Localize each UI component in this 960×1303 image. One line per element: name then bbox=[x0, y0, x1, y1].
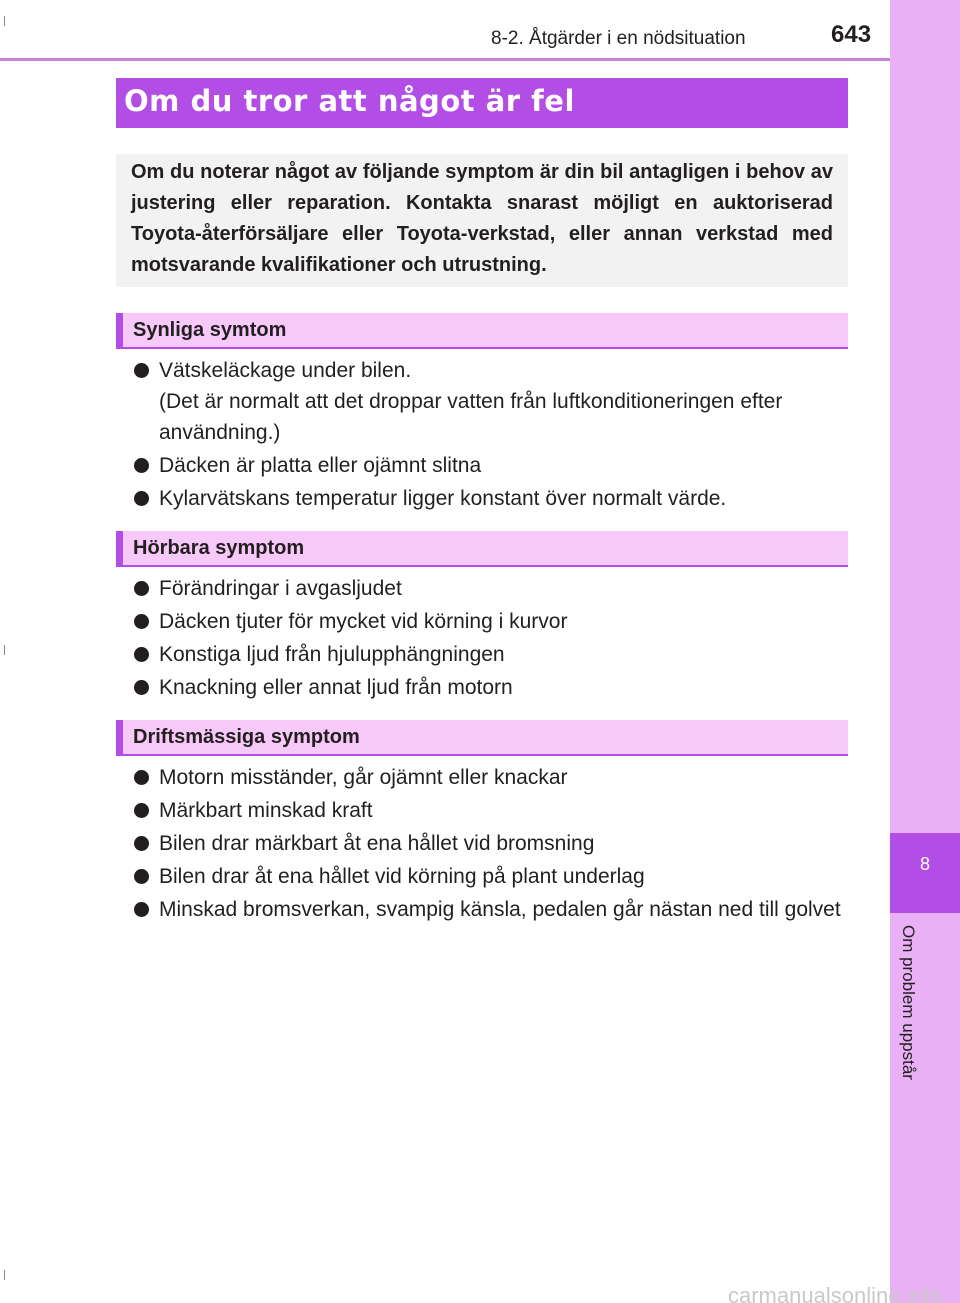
list-item-text: Vätskeläckage under bilen. bbox=[159, 359, 412, 382]
list-item bbox=[133, 639, 848, 670]
chapter-number: 8 bbox=[919, 854, 930, 874]
bullet-icon bbox=[134, 680, 149, 695]
audible-symptoms-list bbox=[133, 573, 848, 705]
list-item bbox=[133, 355, 848, 448]
list-item bbox=[133, 795, 848, 826]
header-rule bbox=[0, 58, 890, 61]
subheader-title: Driftsmässiga symptom bbox=[133, 726, 360, 748]
subheader-accent bbox=[116, 531, 123, 565]
bullet-icon bbox=[134, 458, 149, 473]
section-header: 8-2. Åtgärder i en nödsituation bbox=[491, 28, 746, 49]
subheader-title: Hörbara symptom bbox=[133, 537, 305, 559]
list-item bbox=[133, 573, 848, 604]
bullet-icon bbox=[134, 647, 149, 662]
subheader-accent bbox=[116, 720, 123, 754]
subheader-visible-symptoms bbox=[116, 313, 848, 349]
list-item-text: Minskad bromsverkan, svampig känsla, pedalen går nästan ned till golvet bbox=[159, 898, 841, 921]
subheader-operational-symptoms bbox=[116, 720, 848, 756]
crop-mark bbox=[4, 16, 5, 26]
crop-mark bbox=[4, 1270, 5, 1280]
chapter-title: Om problem uppstår bbox=[899, 925, 918, 1080]
list-item-text: Motorn misständer, går ojämnt eller knackar bbox=[159, 766, 568, 789]
bullet-icon bbox=[134, 869, 149, 884]
bullet-icon bbox=[134, 902, 149, 917]
list-item-text: Konstiga ljud från hjulupphängningen bbox=[159, 643, 505, 666]
crop-mark bbox=[4, 645, 5, 655]
list-item-text: Däcken är platta eller ojämnt slitna bbox=[159, 454, 482, 477]
list-item bbox=[133, 483, 848, 514]
bullet-icon bbox=[134, 491, 149, 506]
bullet-icon bbox=[134, 803, 149, 818]
list-item bbox=[133, 606, 848, 637]
list-item bbox=[133, 450, 848, 481]
list-item-text: Kylarvätskans temperatur ligger konstant över normalt värde. bbox=[159, 487, 727, 510]
list-item bbox=[133, 762, 848, 793]
bullet-icon bbox=[134, 614, 149, 629]
list-item-note: (Det är normalt att det droppar vatten från luftkonditioneringen efter användning.) bbox=[159, 390, 783, 444]
list-item bbox=[133, 672, 848, 703]
subheader-accent bbox=[116, 313, 123, 347]
bullet-icon bbox=[134, 836, 149, 851]
watermark: carmanualsonline.info bbox=[728, 1283, 943, 1303]
list-item bbox=[133, 828, 848, 859]
bullet-icon bbox=[134, 770, 149, 785]
bullet-icon bbox=[134, 363, 149, 378]
list-item bbox=[133, 861, 848, 892]
operational-symptoms-list bbox=[133, 762, 848, 927]
bullet-icon bbox=[134, 581, 149, 596]
subheader-audible-symptoms bbox=[116, 531, 848, 567]
list-item-text: Knackning eller annat ljud från motorn bbox=[159, 676, 513, 699]
intro-text: Om du noterar något av följande symptom är din bil antagligen i behov av justering eller reparation. Kontakta snarast möjligt en auktoriserad Toyota-återförsäljare eller Toyota-verkstad, eller annan verkstad med motsvarande kvalifikationer och utrustning. bbox=[131, 161, 833, 276]
list-item-text: Bilen drar märkbart åt ena hållet vid bromsning bbox=[159, 832, 595, 855]
list-item-text: Förändringar i avgasljudet bbox=[159, 577, 402, 600]
list-item-text: Märkbart minskad kraft bbox=[159, 799, 373, 822]
list-item bbox=[133, 894, 848, 925]
visible-symptoms-list bbox=[133, 355, 848, 516]
subheader-title: Synliga symtom bbox=[133, 319, 287, 341]
page-title: Om du tror att något är fel bbox=[124, 84, 575, 118]
list-item-text: Bilen drar åt ena hållet vid körning på plant underlag bbox=[159, 865, 645, 888]
list-item-text: Däcken tjuter för mycket vid körning i kurvor bbox=[159, 610, 568, 633]
page-number: 643 bbox=[831, 21, 872, 48]
